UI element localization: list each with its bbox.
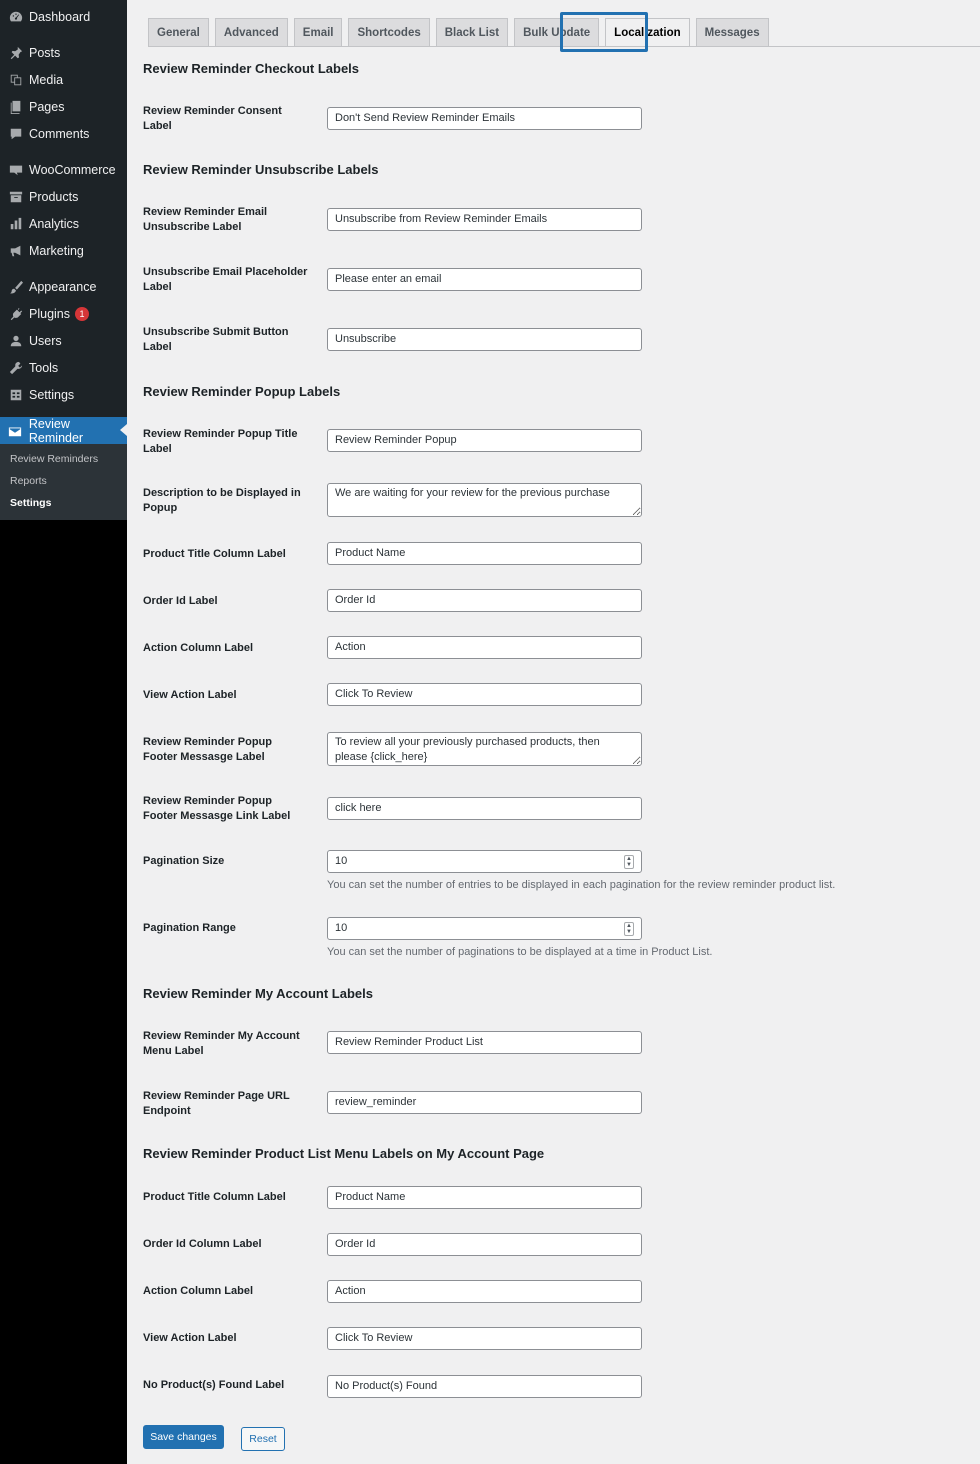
- menu-item-posts[interactable]: [0, 39, 127, 66]
- review-reminder-submenu: [0, 444, 127, 520]
- order-id-label: Order Id Label: [143, 595, 218, 607]
- menu-label: Marketing: [29, 243, 84, 258]
- menu-label: Settings: [29, 387, 75, 402]
- pagination-range-label: Pagination Range: [143, 922, 236, 934]
- section-product-list-labels: Review Reminder Product List Menu Labels on My Account Page: [143, 1146, 545, 1161]
- tab-shortcodes[interactable]: Shortcodes: [348, 18, 429, 47]
- popup-desc-label: Description to be Displayed in Popup: [143, 487, 301, 514]
- menu-label: Review Reminder: [28, 416, 84, 445]
- myaccount-menu-label: Review Reminder My Account Menu Label: [143, 1030, 300, 1057]
- menu-item-tools[interactable]: [0, 354, 127, 381]
- pl-order-id-label: Order Id Column Label: [143, 1238, 262, 1250]
- menu-label: Pages: [29, 99, 65, 114]
- unsub-submit-input[interactable]: Unsubscribe: [327, 328, 642, 351]
- pl-product-title-input[interactable]: Product Name: [327, 1186, 642, 1209]
- archive-icon: [8, 189, 23, 204]
- popup-desc-textarea[interactable]: [327, 483, 642, 517]
- pl-no-product-label: No Product(s) Found Label: [143, 1379, 285, 1391]
- section-popup-labels: Review Reminder Popup Labels: [143, 384, 341, 399]
- menu-label: Media: [29, 72, 64, 87]
- page-url-label: Review Reminder Page URL Endpoint: [143, 1090, 290, 1117]
- menu-label: Appearance: [29, 279, 97, 294]
- user-icon: [8, 333, 23, 348]
- menu-label: Dashboard: [29, 9, 91, 24]
- menu-item-comments[interactable]: [0, 120, 127, 147]
- tab-black-list[interactable]: Black List: [436, 18, 508, 47]
- pl-no-product-input[interactable]: No Product(s) Found: [327, 1375, 642, 1398]
- menu-label: Analytics: [29, 216, 80, 231]
- menu-label: Plugins: [29, 306, 70, 321]
- tab-bulk-update[interactable]: Bulk Update: [514, 18, 599, 47]
- plug-icon: [8, 306, 23, 321]
- stepper-arrows-icon[interactable]: ▲ ▼: [624, 855, 634, 869]
- envelope-icon: [8, 423, 23, 438]
- view-action-label: View Action Label: [143, 689, 237, 701]
- save-changes-button[interactable]: Save changes: [143, 1425, 224, 1449]
- bar-chart-icon: [8, 216, 23, 231]
- tab-messages[interactable]: Messages: [696, 18, 769, 47]
- pagination-size-description: You can set the number of entries to be displayed in each pagination for the review reminder product list.: [327, 879, 836, 891]
- tab-general[interactable]: General: [148, 18, 209, 47]
- submenu-reports[interactable]: Reports: [10, 475, 47, 487]
- pagination-size-input[interactable]: [327, 850, 642, 873]
- menu-label: Tools: [29, 360, 59, 375]
- pages-icon: [8, 99, 23, 114]
- menu-item-pages[interactable]: [0, 93, 127, 120]
- menu-label: WooCommerce: [29, 162, 116, 177]
- pagination-range-value: 10: [335, 922, 348, 934]
- consent-label: Review Reminder Consent Label: [143, 105, 282, 132]
- settings-icon: [8, 387, 23, 402]
- unsub-placeholder-input[interactable]: Please enter an email: [327, 268, 642, 291]
- unsub-email-label: Review Reminder Email Unsubscribe Label: [143, 206, 268, 233]
- action-column-input[interactable]: Action: [327, 636, 642, 659]
- popup-title-label: Review Reminder Popup Title Label: [143, 428, 298, 455]
- view-action-input[interactable]: Click To Review: [327, 683, 642, 706]
- menu-label: Users: [29, 333, 62, 348]
- menu-item-woocommerce[interactable]: [0, 156, 127, 183]
- tab-divider: [148, 46, 980, 47]
- popup-title-input[interactable]: Review Reminder Popup: [327, 429, 642, 452]
- woo-icon: [8, 162, 23, 177]
- unsub-submit-label: Unsubscribe Submit Button Label: [143, 326, 289, 353]
- menu-item-plugins[interactable]: [0, 300, 127, 327]
- comment-icon: [8, 126, 23, 141]
- menu-label: Comments: [29, 126, 90, 141]
- pl-view-action-label: View Action Label: [143, 1332, 237, 1344]
- menu-item-dashboard[interactable]: [0, 3, 127, 30]
- pl-product-title-label: Product Title Column Label: [143, 1191, 286, 1203]
- product-title-label: Product Title Column Label: [143, 548, 286, 560]
- settings-tabs: [148, 18, 775, 47]
- megaphone-icon: [8, 243, 23, 258]
- action-column-label: Action Column Label: [143, 642, 253, 654]
- menu-label: Products: [29, 189, 79, 204]
- admin-menu: [0, 0, 127, 520]
- pl-view-action-input[interactable]: Click To Review: [327, 1327, 642, 1350]
- tab-advanced[interactable]: Advanced: [215, 18, 288, 47]
- tab-localization[interactable]: Localization: [605, 18, 689, 47]
- brush-icon: [8, 279, 23, 294]
- submenu-review-reminders[interactable]: Review Reminders: [10, 453, 99, 465]
- tab-email[interactable]: Email: [294, 18, 343, 47]
- menu-item-settings[interactable]: [0, 381, 127, 408]
- pagination-size-label: Pagination Size: [143, 855, 225, 867]
- pl-action-label: Action Column Label: [143, 1285, 253, 1297]
- product-title-input[interactable]: Product Name: [327, 542, 642, 565]
- footer-message-textarea[interactable]: [327, 732, 642, 766]
- media-icon: [8, 72, 23, 87]
- menu-item-users[interactable]: [0, 327, 127, 354]
- page-url-input[interactable]: review_reminder: [327, 1091, 642, 1114]
- pl-action-input[interactable]: Action: [327, 1280, 642, 1303]
- footer-message-label: Review Reminder Popup Footer Messasge Label: [143, 736, 272, 763]
- menu-item-review-reminder[interactable]: [0, 417, 127, 444]
- section-myaccount-labels: Review Reminder My Account Labels: [143, 986, 373, 1001]
- menu-item-analytics[interactable]: [0, 210, 127, 237]
- pin-icon: [8, 45, 23, 60]
- footer-link-input[interactable]: click here: [327, 797, 642, 820]
- stepper-arrows-icon[interactable]: ▲ ▼: [624, 922, 634, 936]
- footer-link-label: Review Reminder Popup Footer Messasge Link Label: [143, 795, 291, 822]
- pl-order-id-input[interactable]: Order Id: [327, 1233, 642, 1256]
- dashboard-icon: [8, 9, 23, 24]
- reset-button[interactable]: Reset: [241, 1427, 285, 1451]
- section-checkout-labels: Review Reminder Checkout Labels: [143, 61, 360, 76]
- pagination-range-input[interactable]: [327, 917, 642, 940]
- menu-item-appearance[interactable]: [0, 273, 127, 300]
- pagination-size-value: 10: [335, 855, 348, 867]
- wrench-icon: [8, 360, 23, 375]
- unsub-placeholder-label: Unsubscribe Email Placeholder Label: [143, 266, 308, 293]
- section-unsubscribe-labels: Review Reminder Unsubscribe Labels: [143, 162, 379, 177]
- pagination-range-description: You can set the number of paginations to be displayed at a time in Product List.: [327, 946, 713, 958]
- menu-label: Posts: [29, 45, 61, 60]
- main-content: [127, 0, 980, 1464]
- plugin-update-badge: 1: [75, 307, 89, 321]
- menu-item-products[interactable]: [0, 183, 127, 210]
- admin-sidebar: [0, 0, 127, 1464]
- consent-input[interactable]: Don't Send Review Reminder Emails: [327, 107, 642, 130]
- unsub-email-input[interactable]: Unsubscribe from Review Reminder Emails: [327, 208, 642, 231]
- menu-item-marketing[interactable]: [0, 237, 127, 264]
- menu-item-media[interactable]: [0, 66, 127, 93]
- order-id-input[interactable]: Order Id: [327, 589, 642, 612]
- myaccount-menu-input[interactable]: Review Reminder Product List: [327, 1031, 642, 1054]
- submenu-settings[interactable]: Settings: [10, 497, 52, 509]
